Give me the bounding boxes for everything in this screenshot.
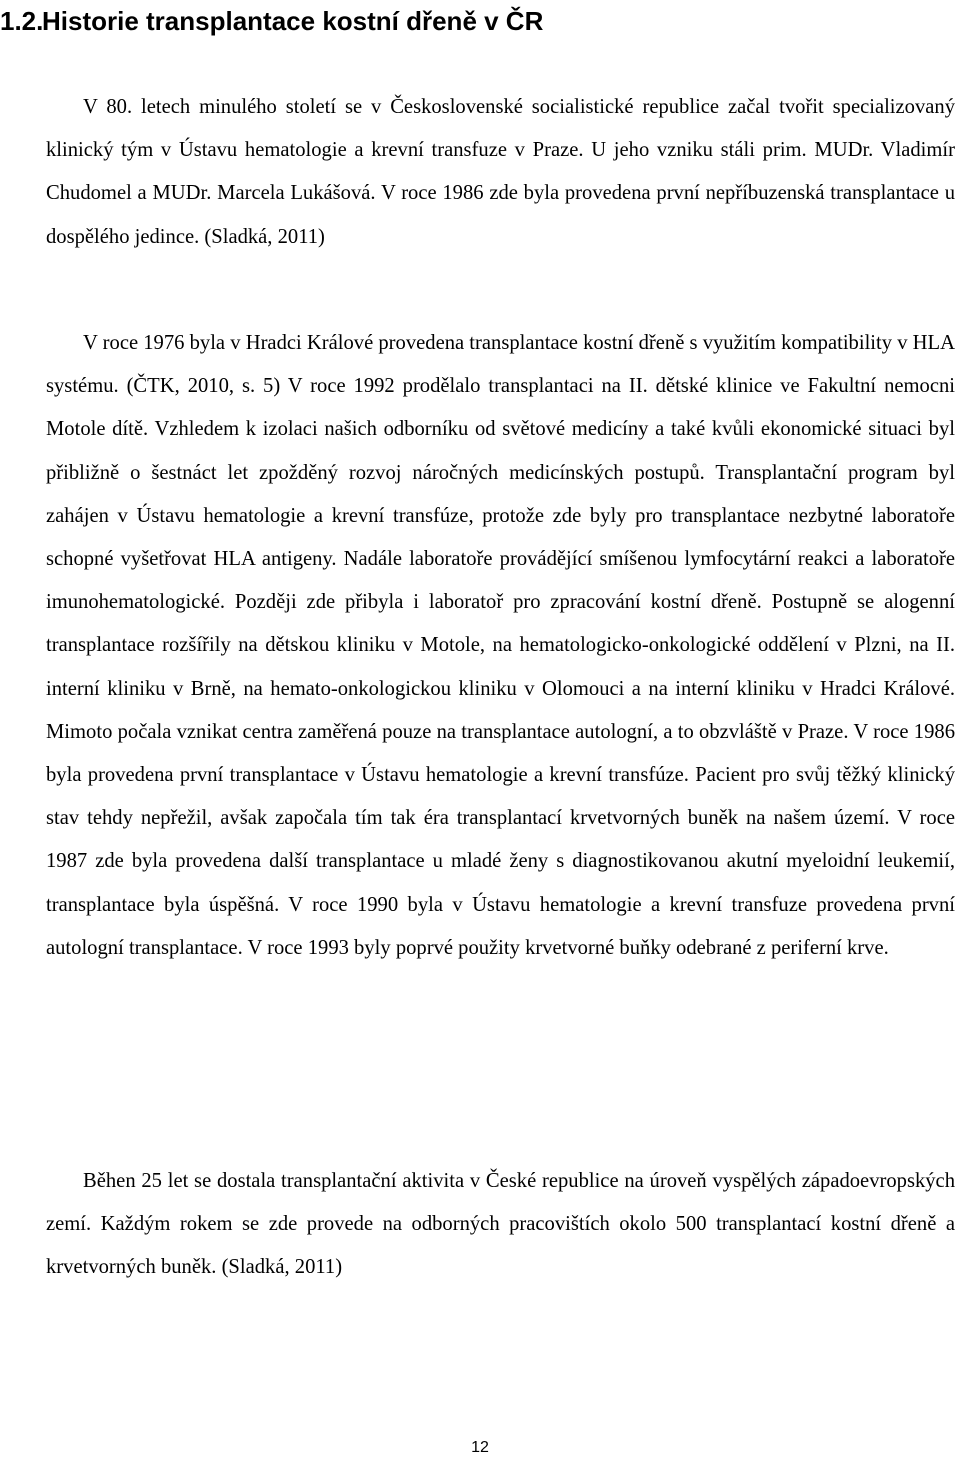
paragraph-1: V 80. letech minulého století se v Československé socialistické republice začal tvořit specializovaný klinický tým v Ústavu hematologie a krevní transfuze v Praze. U jeho vzniku stáli prim. MUDr. Vladimír Chudomel a MUDr. Marcela Lukášová. V roce 1986 zde byla provedena první nepříbuzenská transplantace u dospělého jedince. (Sladká, 2011) (46, 96, 955, 248)
section-number: 1.2. (0, 6, 44, 36)
paragraph-3: Běhen 25 let se dostala transplantační aktivita v České republice na úroveň vyspělých západoevropských zemí. Každým rokem se zde provede na odborných pracovištích okolo 500 transplantací kostní dřeně a krvetvorných buněk. (Sladká, 2011) (46, 1170, 955, 1279)
paragraph-2: V roce 1976 byla v Hradci Králové provedena transplantace kostní dřeně s využitím kompatibility v HLA systému. (ČTK, 2010, s. 5) V roce 1992 prodělalo transplantaci na II. dětské klinice ve Fakultní nemocni Motole dítě. Vzhledem k izolaci našich odborníku od světové medicíny a také kvůli ekonomické situaci byl přibližně o šestnáct let zpožděný rozvoj náročných medicínských postupů. Transplantační program byl zahájen v Ústavu hematologie a krevní transfúze, protože zde byly pro transplantace nezbytné laboratoře schopné vyšetřovat HLA antigeny. Nadále laboratoře provádějící smíšenou lymfocytární reakci a laboratoře imunohematologické. Později zde přibyla i laboratoř pro zpracování kostní dřeně. Postupně se alogenní transplantace rozšířily na dětskou kliniku v Motole, na hematologicko-onkologické oddělení v Plzni, na II. interní kliniku v Brně, na hemato-onkologickou kliniku v Olomouci a na interní kliniku v Hradci Králové. Mimoto počala vznikat centra zaměřená pouze na transplantace autologní, a to obzvláště v Praze. V roce 1986 byla provedena první transplantace v Ústavu hematologie a krevní transfúze. Pacient pro svůj těžký klinický stav tehdy nepřežil, avšak započala tím tak éra transplantací krvetvorných buněk na našem území. V roce 1987 zde byla provedena další transplantace u mladé ženy s diagnostikovanou akutní myeloidní leukemií, transplantace byla úspěšná. V roce 1990 byla v Ústavu hematologie a krevní transfuze provedena první autologní transplantace. V roce 1993 byly poprvé použity krvetvorné buňky odebrané z periferní krve. (46, 332, 955, 959)
page-number: 12 (471, 1439, 489, 1456)
section-title: Historie transplantace kostní dřeně v ČR (42, 6, 544, 36)
section-heading (0, 4, 543, 38)
